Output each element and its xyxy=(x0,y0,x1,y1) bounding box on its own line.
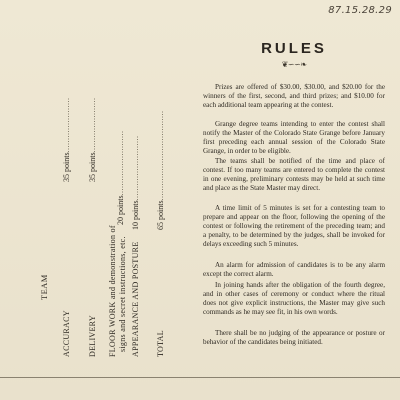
points-value: 20 points xyxy=(116,195,125,225)
points-value: 35 points xyxy=(88,152,97,182)
score-row-floor-work-line2 xyxy=(118,236,127,352)
dotted-leader: .......................... xyxy=(116,130,125,196)
rule-paragraph-time-limit: A time limit of 5 minutes is set for a contesting team to prepare and appear on the floor, following the opening of the contest or following the retirement of the preceding team; and a penalty, to be determined by the judges, shall be invoked for delays exceeding such 5 minutes. xyxy=(203,204,385,249)
ornament-divider-icon: ❦∽∽❧ xyxy=(281,60,307,69)
score-row-delivery-points xyxy=(88,97,97,182)
points-value: 35 points xyxy=(62,152,71,182)
rule-paragraph-alarm: An alarm for admission of candidates is to be any alarm except the correct alarm. xyxy=(203,261,385,279)
rule-paragraph-no-judging: There shall be no judging of the appearance or posture or behavior of the candidates being initiated. xyxy=(203,329,385,347)
bottom-divider xyxy=(0,377,400,378)
category-label: APPEARANCE AND POSTURE xyxy=(131,241,140,357)
score-row-accuracy xyxy=(62,310,71,357)
score-row-appearance xyxy=(131,241,140,357)
dotted-leader: .......................... xyxy=(131,135,140,201)
dotted-leader: ...................... xyxy=(88,97,97,153)
team-label-text: TEAM xyxy=(39,274,49,300)
score-row-floor-work-line1 xyxy=(108,225,117,357)
rule-paragraph-joining-hands: In joining hands after the obligation of the fourth degree, and in other cases of ceremony or conduct where the ritual does not give explicit instructions, the Master may give such commands as he may see fit, in his own words. xyxy=(203,281,385,317)
rule-paragraph-notification: The teams shall be notified of the time and place of contest. If too many teams are entered to complete the contest in one evening, preliminary contests may be held at such time and place as the State Master may direct. xyxy=(203,157,385,193)
handwritten-annotation: 87.15.28.29 xyxy=(328,5,392,16)
score-row-accuracy-points xyxy=(62,97,71,182)
score-row-floor-work-points xyxy=(116,130,125,225)
points-value: 10 points xyxy=(131,200,140,230)
category-label: FLOOR WORK and demonstration of xyxy=(108,225,117,357)
category-label: TOTAL xyxy=(156,330,165,357)
team-label xyxy=(40,274,49,300)
points-value: 65 points xyxy=(156,200,165,230)
dotted-leader: ...................... xyxy=(62,97,71,153)
category-label: signs and secret instructions, etc. xyxy=(118,236,127,352)
rule-paragraph-entry: Grange degree teams intending to enter the contest shall notify the Master of the Colorado State Grange before January first preceding each annual session of the Colorado State Grange, in order to be eligible. xyxy=(203,120,385,156)
rules-section xyxy=(203,40,385,347)
score-row-total xyxy=(156,330,165,357)
rules-title: RULES xyxy=(261,40,327,57)
score-row-delivery xyxy=(88,315,97,357)
dotted-leader: .................................... xyxy=(156,110,165,201)
rule-paragraph-prizes: Prizes are offered of $30.00, $30.00, and $20.00 for the winners of the first, second, and third prizes; and $10.00 for each additional team appearing at the contest. xyxy=(203,83,385,110)
score-row-total-points xyxy=(156,110,165,230)
category-label: DELIVERY xyxy=(88,315,97,357)
category-label: ACCURACY xyxy=(62,310,71,357)
score-row-appearance-points xyxy=(131,135,140,230)
